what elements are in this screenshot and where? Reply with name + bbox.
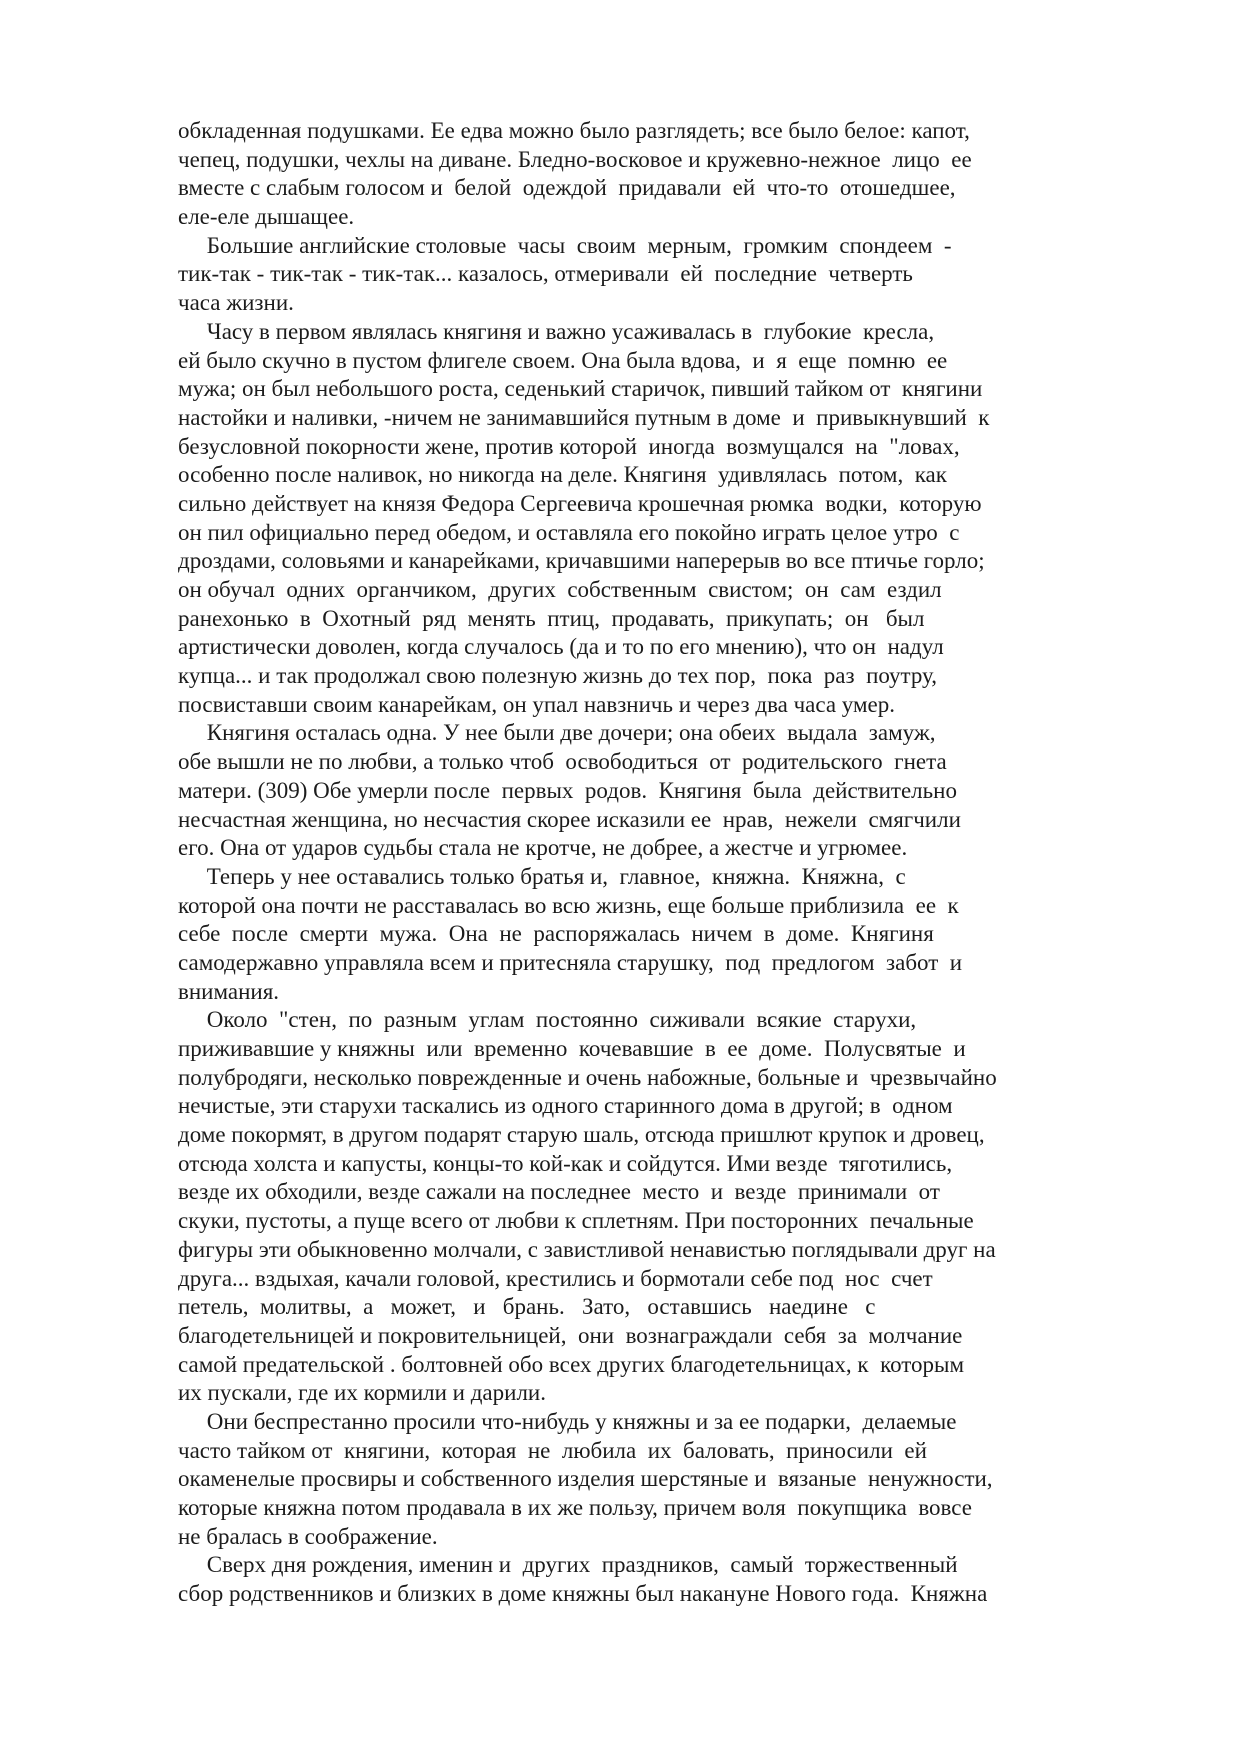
text-line: безусловной покорности жене, против которой иногда возмущался на "ловах, — [178, 433, 960, 459]
text-line: которые княжна потом продавала в их же пользу, причем воля покупщика вовсе — [178, 1495, 972, 1520]
text-line: ранехонько в Охотный ряд менять птиц, продавать, прикупать; он был — [178, 605, 925, 631]
text-line: полубродяги, несколько поврежденные и очень набожные, больные и чрезвычайно — [178, 1064, 997, 1090]
text-line: мужа; он был небольшого роста, седенький старичок, пивший тайком от княгини — [178, 376, 983, 402]
text-line: его. Она от ударов судьбы стала не кротче, не добрее, а жестче и угрюмее. — [178, 835, 908, 861]
text-line: несчастная женщина, но несчастия скорее исказили ее нрав, нежели смягчили — [178, 806, 961, 832]
text-line: ей было скучно в пустом флигеле своем. Она была вдова, и я еще помню ее — [178, 347, 948, 373]
text-line: тик-так - тик-так - тик-так... казалось, отмеривали ей последние четверть — [178, 261, 913, 287]
text-line: их пускали, где их кормили и дарили. — [178, 1380, 546, 1406]
text-line: самой предательской . болтовней обо всех других благодетельницах, к которым — [178, 1351, 965, 1377]
text-line: доме покормят, в другом подарят старую шаль, отсюда пришлют крупок и дровец, — [178, 1122, 985, 1148]
text-line: купца... и так продолжал свою полезную жизнь до тех пор, пока раз поутру, — [178, 663, 937, 689]
text-line: Они беспрестанно просили что-нибудь у княжны и за ее подарки, делаемые — [178, 1408, 957, 1434]
text-line: отсюда холста и капусты, концы-то кой-как и сойдутся. Ими везде тяготились, — [178, 1150, 953, 1176]
text-line: самодержавно управляла всем и притесняла старушку, под предлогом забот и — [178, 949, 963, 975]
text-line: он пил официально перед обедом, и оставляла его покойно играть целое утро с — [178, 519, 960, 545]
text-line: посвиставши своим канарейкам, он упал навзничь и через два часа умер. — [178, 691, 896, 717]
text-line: дроздами, соловьями и канарейками, кричавшими наперерыв во все птичье горло; — [178, 548, 985, 574]
body-text — [178, 117, 1078, 1609]
text-line: окаменелые просвиры и собственного изделия шерстяные и вязаные ненужности, — [178, 1466, 993, 1492]
text-line: Большие английские столовые часы своим мерным, громким спондеем - — [178, 232, 952, 258]
text-line: петель, молитвы, а может, и брань. Зато, оставшись наедине с — [178, 1294, 876, 1320]
text-line: настойки и наливки, -ничем не занимавшийся путным в доме и привыкнувший к — [178, 404, 990, 430]
text-line: скуки, пустоты, а пуще всего от любви к сплетням. При посторонних печальные — [178, 1208, 974, 1234]
text-line: благодетельницей и покровительницей, они вознаграждали себя за молчание — [178, 1322, 963, 1348]
text-line: обе вышли не по любви, а только чтоб освободиться от родительского гнета — [178, 749, 947, 775]
text-line: Княгиня осталась одна. У нее были две дочери; она обеих выдала замуж, — [178, 720, 936, 746]
text-line: еле-еле дышащее. — [178, 204, 355, 230]
text-line: Теперь у нее оставались только братья и, главное, княжна. Княжна, с — [178, 863, 906, 889]
text-line: приживавшие у княжны или временно кочевавшие в ее доме. Полусвятые и — [178, 1036, 966, 1061]
text-line: внимания. — [178, 978, 280, 1004]
text-line: Около "стен, по разным углам постоянно сиживали всякие старухи, — [178, 1007, 917, 1033]
text-line: часа жизни. — [178, 290, 294, 316]
text-line: матери. (309) Обе умерли после первых родов. Княгиня была действительно — [178, 777, 957, 803]
text-line: сбор родственников и близких в доме княжны был накануне Нового года. Княжна — [178, 1581, 988, 1607]
text-line: часто тайком от княгини, которая не любила их баловать, приносили ей — [178, 1437, 927, 1463]
text-line: обкладенная подушками. Ее едва можно было разглядеть; все было белое: капот, — [178, 118, 970, 143]
text-line: которой она почти не расставалась во всю жизнь, еще больше приблизила ее к — [178, 892, 959, 918]
text-line: друга... вздыхая, качали головой, крестились и бормотали себе под нос счет — [178, 1265, 933, 1291]
text-line: везде их обходили, везде сажали на последнее место и везде принимали от — [178, 1179, 940, 1205]
text-line: он обучал одних органчиком, других собственным свистом; он сам ездил — [178, 577, 942, 602]
text-line: фигуры эти обыкновенно молчали, с завистливой ненавистью поглядывали друг на — [178, 1236, 996, 1262]
text-line: Сверх дня рождения, именин и других праздников, самый торжественный — [178, 1552, 958, 1578]
text-line: себе после смерти мужа. Она не распоряжалась ничем в доме. Княгиня — [178, 921, 934, 947]
text-line: не бралась в соображение. — [178, 1523, 438, 1549]
text-line: артистически доволен, когда случалось (да и то по его мнению), что он надул — [178, 634, 944, 660]
text-line: сильно действует на князя Федора Сергеевича крошечная рюмка водки, которую — [178, 490, 982, 516]
text-line: вместе с слабым голосом и белой одеждой придавали ей что-то отошедшее, — [178, 175, 956, 201]
text-line: особенно после наливок, но никогда на деле. Княгиня удивлялась потом, как — [178, 462, 947, 488]
text-line: чепец, подушки, чехлы на диване. Бледно-восковое и кружевно-нежное лицо ее — [178, 146, 972, 172]
text-line: нечистые, эти старухи таскались из одного старинного дома в другой; в одном — [178, 1093, 953, 1119]
text-line: Часу в первом являлась княгиня и важно усаживалась в глубокие кресла, — [178, 318, 935, 344]
